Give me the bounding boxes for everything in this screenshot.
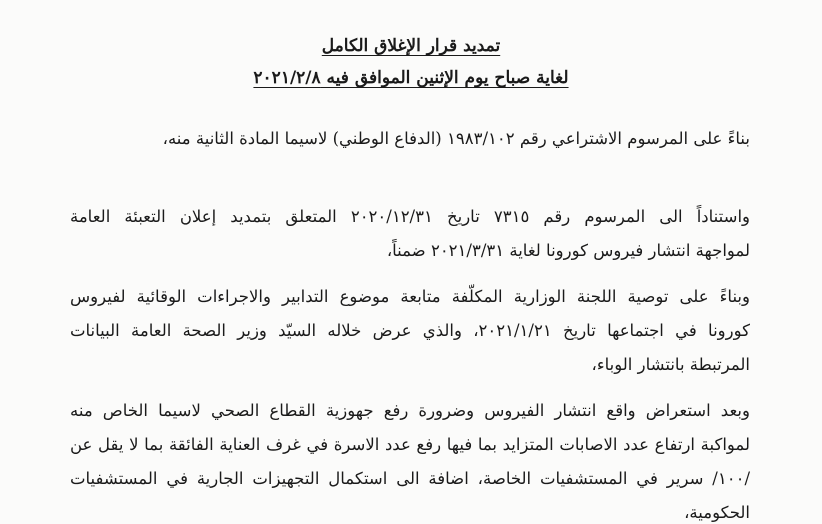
paragraph-1: بناءً على المرسوم الاشتراعي رقم ١٩٨٣/١٠٢ (الدفاع الوطني) لاسيما المادة الثانية منه،: [162, 129, 750, 148]
paragraph-4-line-1: وبعد استعراض واقع انتشار الفيروس وضرورة رفع جهوزية القطاع الصحي لاسيما الخاص منه: [70, 401, 750, 420]
paragraph-3-line-1: وبناءً على توصية اللجنة الوزارية المكلّفة متابعة موضوع التدابير والاجراءات الوقائية لفيروس: [70, 287, 750, 306]
document-title-line-1: تمديد قرار الإغلاق الكامل: [321, 36, 501, 56]
paragraph-4-line-3: /١٠٠/ سرير في المستشفيات الخاصة، اضافة الى استكمال التجهيزات الجارية في المستشفيات: [70, 469, 750, 488]
paragraph-4-line-2: لمواكبة ارتفاع عدد الاصابات المتزايد بما فيها رفع عدد الاسرة في غرف العناية الفائقة بما لا يقل عن: [70, 435, 750, 454]
paragraph-2-line-2: لمواجهة انتشار فيروس كورونا لغاية ٢٠٢١/٣/٣١ ضمناً،: [386, 241, 750, 260]
paragraph-2-line-1: واستناداً الى المرسوم رقم ٧٣١٥ تاريخ ٢٠٢٠/١٢/٣١ المتعلق بتمديد إعلان التعبئة العامة: [70, 207, 751, 226]
document-title-line-2: لغاية صباح يوم الإثنين الموافق فيه ٢٠٢١/٢/٨: [253, 68, 569, 88]
paragraph-3-line-3: المرتبطة بانتشار الوباء،: [591, 355, 750, 374]
paragraph-3-line-2: كورونا في اجتماعها تاريخ ٢٠٢١/١/٢١، والذي عرض خلاله السيّد وزير الصحة العامة البيانات: [70, 321, 750, 340]
paragraph-4-line-4: الحكومية،: [684, 503, 750, 522]
